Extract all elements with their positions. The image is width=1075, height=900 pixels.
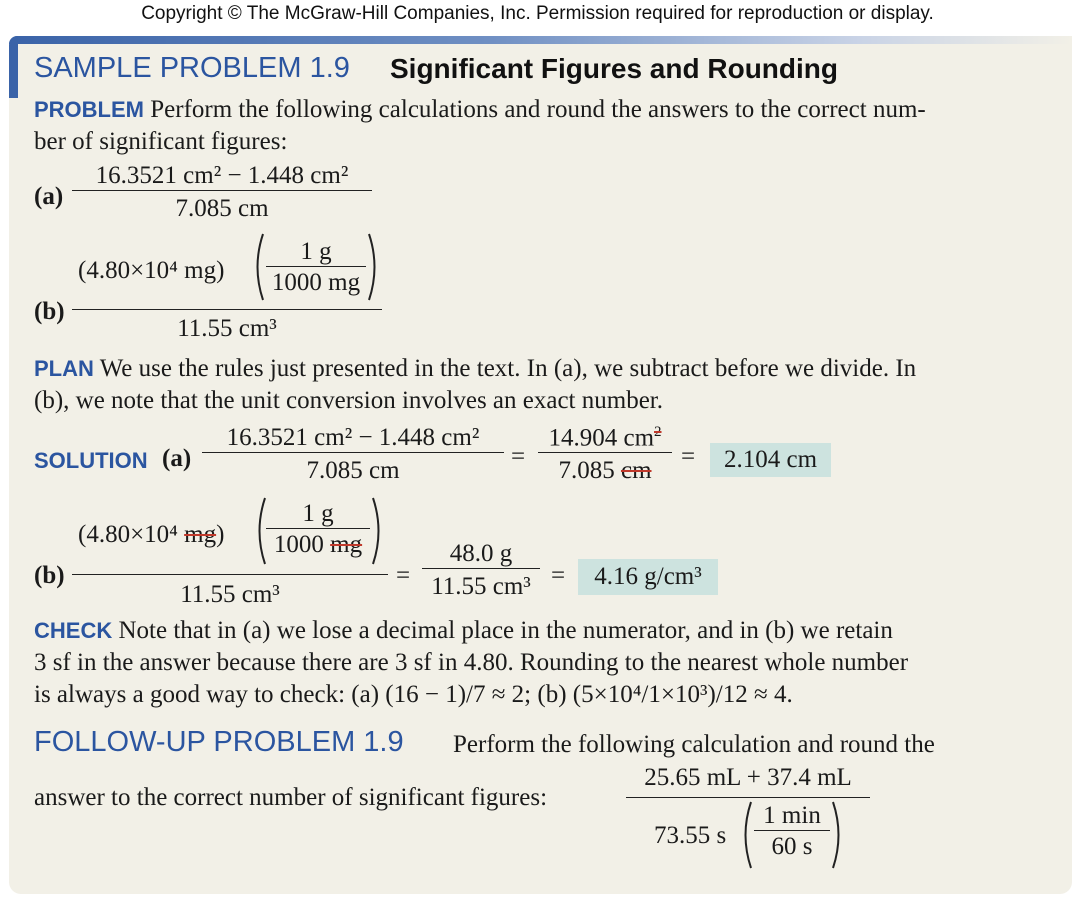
check-line1: Note that in (a) we lose a decimal place in the numerator, and in (b) we retain xyxy=(118,617,893,644)
solution-a-num2-text: 14.904 cm xyxy=(548,424,655,452)
problem-a-tag: (a) xyxy=(34,183,64,210)
followup-line2: answer to the correct number of significant figures: xyxy=(34,784,548,811)
sample-problem-title: Significant Figures and Rounding xyxy=(390,53,838,84)
problem-b-inner-fraction xyxy=(266,238,366,297)
solution-b-inner-denominator xyxy=(266,528,370,559)
right-paren-icon xyxy=(366,232,382,302)
solution-b-tag: (b) xyxy=(34,562,65,589)
copyright-notice: Copyright © The McGraw-Hill Companies, Inc. Permission required for reproduction or display. xyxy=(141,3,934,24)
solution-a-den2-val: 7.085 xyxy=(558,457,615,485)
solution-b-numerator2: 48.0 g xyxy=(449,540,513,567)
solution-a-denominator2 xyxy=(538,452,672,485)
followup-den-prefix: 73.55 s xyxy=(654,822,727,849)
solution-b-prefix-unit: mg xyxy=(184,521,217,548)
solution-b-fraction2 xyxy=(422,540,540,601)
solution-a-num2-sup: 2 xyxy=(654,424,662,440)
solution-b-inner-fraction xyxy=(266,500,370,559)
problem-label: PROBLEM xyxy=(34,97,144,122)
problem-text-line1 xyxy=(34,96,926,124)
left-paren-icon xyxy=(738,800,754,870)
solution-b-answer-box: 4.16 g/cm³ xyxy=(578,559,718,595)
solution-b-prefix: (4.80×10⁴ mg) xyxy=(78,521,225,548)
panel-header-bar xyxy=(9,36,1072,44)
check-text-line1 xyxy=(34,617,893,645)
plan-text-line1 xyxy=(34,355,916,383)
right-paren-icon xyxy=(370,496,386,566)
followup-numerator: 25.65 mL + 37.4 mL xyxy=(644,764,852,791)
solution-a-equals2: = xyxy=(681,443,696,470)
right-paren-icon xyxy=(830,800,846,870)
followup-inner-denominator: 60 s xyxy=(754,830,830,861)
problem-a-denominator: 7.085 cm xyxy=(72,190,372,223)
followup-inner-numerator: 1 min xyxy=(763,802,821,829)
followup-fraction-bar xyxy=(626,797,870,798)
problem-a-fraction xyxy=(72,162,372,223)
solution-b-denominator1: 11.55 cm³ xyxy=(180,581,280,608)
problem-b-prefix: (4.80×10⁴ mg) xyxy=(78,257,225,284)
check-label: CHECK xyxy=(34,618,113,643)
solution-b-equals2: = xyxy=(551,562,566,589)
solution-b-inner-den-unit: mg xyxy=(330,531,363,558)
solution-b-equals1: = xyxy=(396,562,411,589)
plan-line1: We use the rules just presented in the text. In (a), we subtract before we divide. In xyxy=(99,355,917,382)
solution-a-tag: (a) xyxy=(162,445,192,472)
check-line2: 3 sf in the answer because there are 3 sf in 4.80. Rounding to the nearest whole number xyxy=(34,649,909,676)
problem-b-fraction-bar xyxy=(72,309,382,310)
problem-b-tag: (b) xyxy=(34,298,65,325)
solution-b-inner-den-val: 1000 xyxy=(273,531,324,558)
solution-a-numerator1: 16.3521 cm² − 1.448 cm² xyxy=(226,424,480,451)
solution-label: SOLUTION xyxy=(34,448,148,473)
panel-left-accent xyxy=(9,36,18,98)
problem-line2: ber of significant figures: xyxy=(34,128,288,155)
solution-b-fraction-bar1 xyxy=(72,574,388,575)
solution-a-denominator1: 7.085 cm xyxy=(202,452,504,485)
solution-a-answer-box: 2.104 cm xyxy=(710,443,831,477)
solution-a-numerator2 xyxy=(538,424,672,452)
plan-label: PLAN xyxy=(34,356,94,381)
solution-a-equals1: = xyxy=(511,443,526,470)
followup-label: FOLLOW-UP PROBLEM 1.9 xyxy=(34,726,404,758)
solution-a-fraction1 xyxy=(202,424,504,485)
followup-line1: Perform the following calculation and round the xyxy=(453,731,935,758)
problem-line1: Perform the following calculations and round the answers to the correct num- xyxy=(150,96,926,123)
left-paren-icon xyxy=(250,232,266,302)
solution-b-denominator2: 11.55 cm³ xyxy=(422,568,540,601)
check-line3: is always a good way to check: (a) (16 − 1)/7 ≈ 2; (b) (5×10⁴/1×10³)/12 ≈ 4. xyxy=(34,681,793,708)
plan-line2: (b), we note that the unit conversion involves an exact number. xyxy=(34,387,663,414)
problem-b-inner-numerator: 1 g xyxy=(300,238,332,265)
problem-b-denominator: 11.55 cm³ xyxy=(177,315,277,342)
solution-b-inner-numerator: 1 g xyxy=(302,500,334,527)
problem-b-inner-denominator: 1000 mg xyxy=(266,266,366,297)
solution-a-den2-unit: cm xyxy=(620,457,652,485)
followup-inner-fraction xyxy=(754,802,830,861)
solution-b-prefix-text: (4.80×10⁴ xyxy=(78,521,178,548)
sample-problem-label: SAMPLE PROBLEM 1.9 xyxy=(34,52,350,84)
solution-a-fraction2 xyxy=(538,424,672,485)
problem-a-numerator: 16.3521 cm² − 1.448 cm² xyxy=(95,162,349,189)
